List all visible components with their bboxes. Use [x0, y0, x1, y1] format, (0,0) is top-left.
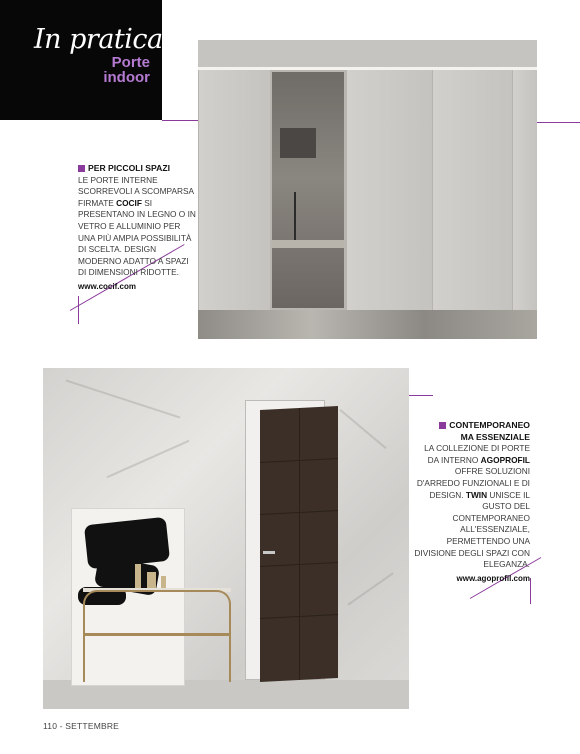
- wall-panel: [198, 70, 270, 310]
- subtitle-line-2: indoor: [103, 69, 150, 86]
- wall-panel: [432, 70, 512, 310]
- product-name: TWIN: [465, 489, 488, 500]
- brand-link[interactable]: www.cocif.com: [78, 281, 136, 291]
- bullet-square-icon: [78, 165, 85, 172]
- wall-texture: [347, 572, 393, 605]
- kitchen-counter: [272, 240, 344, 248]
- console-table: [83, 590, 231, 682]
- kitchen-tap: [294, 192, 296, 240]
- wall-texture: [66, 380, 181, 419]
- brand-name: AGOPROFIL: [480, 454, 530, 465]
- caption-agoprofil: [412, 420, 530, 584]
- caption2-vrule: [530, 578, 531, 604]
- caption-heading: CONTEMPORANEO: [412, 420, 530, 432]
- caption-body: LA COLLEZIONE DI PORTE DA INTERNO AGOPROFIL OFFRE SOLUZIONI D'ARREDO FUNZIONALI E DI DESIGN. TWIN UNISCE IL GUSTO DEL CONTEMPORANEO ALL'ESSENZIALE, PERMETTENDO UNA DIVISIONE DEGLI SPAZI CON ELEGANZA.: [414, 443, 530, 570]
- stone-floor: [198, 310, 537, 339]
- top-photo-rule: [537, 122, 580, 123]
- wall-panel: [512, 70, 537, 310]
- caption-body: LE PORTE INTERNE SCORREVOLI A SCOMPARSA FIRMATE COCIF SI PRESENTANO IN LEGNO O IN VETRO E ALLUMINIO PER UNA PIÙ AMPIA POSSIBILITÀ DI SCELTA. DESIGN MODERNO ADATTO A SPAZI DI DIMENSIONI RIDOTTE.: [78, 174, 196, 278]
- cocif-door-photo: [198, 40, 537, 339]
- decor-object: [147, 572, 156, 588]
- caption2-top-rule: [409, 395, 433, 396]
- wall-texture: [339, 409, 386, 449]
- caption-heading: PER PICCOLI SPAZI: [78, 163, 196, 175]
- caption1-vrule: [78, 296, 79, 324]
- wall-panel: [346, 70, 432, 310]
- decor-object: [135, 564, 141, 588]
- decor-object: [161, 576, 166, 588]
- bullet-square-icon: [439, 422, 446, 429]
- subtitle-line-1: Porte: [111, 54, 150, 71]
- caption-heading-line-2: MA ESSENZIALE: [460, 431, 530, 442]
- brand-name: COCIF: [116, 197, 142, 208]
- header-box: [0, 0, 162, 120]
- page-folio: 110 - SETTEMBRE: [43, 721, 120, 731]
- brand-link[interactable]: www.agoprofil.com: [456, 573, 530, 583]
- wooden-door: [260, 406, 338, 682]
- section-subtitle: [58, 55, 150, 85]
- header-rule: [162, 120, 198, 121]
- door-panel-line: [299, 408, 300, 680]
- section-title: In pratica: [34, 24, 163, 55]
- wall-texture: [106, 440, 189, 478]
- agoprofil-door-photo: [43, 368, 409, 709]
- console-table-shelf: [83, 633, 231, 636]
- glass-sliding-door: [270, 70, 346, 310]
- kitchen-hood: [280, 128, 316, 158]
- door-handle: [263, 551, 275, 554]
- ceiling: [198, 40, 537, 68]
- caption-cocif: [78, 163, 196, 293]
